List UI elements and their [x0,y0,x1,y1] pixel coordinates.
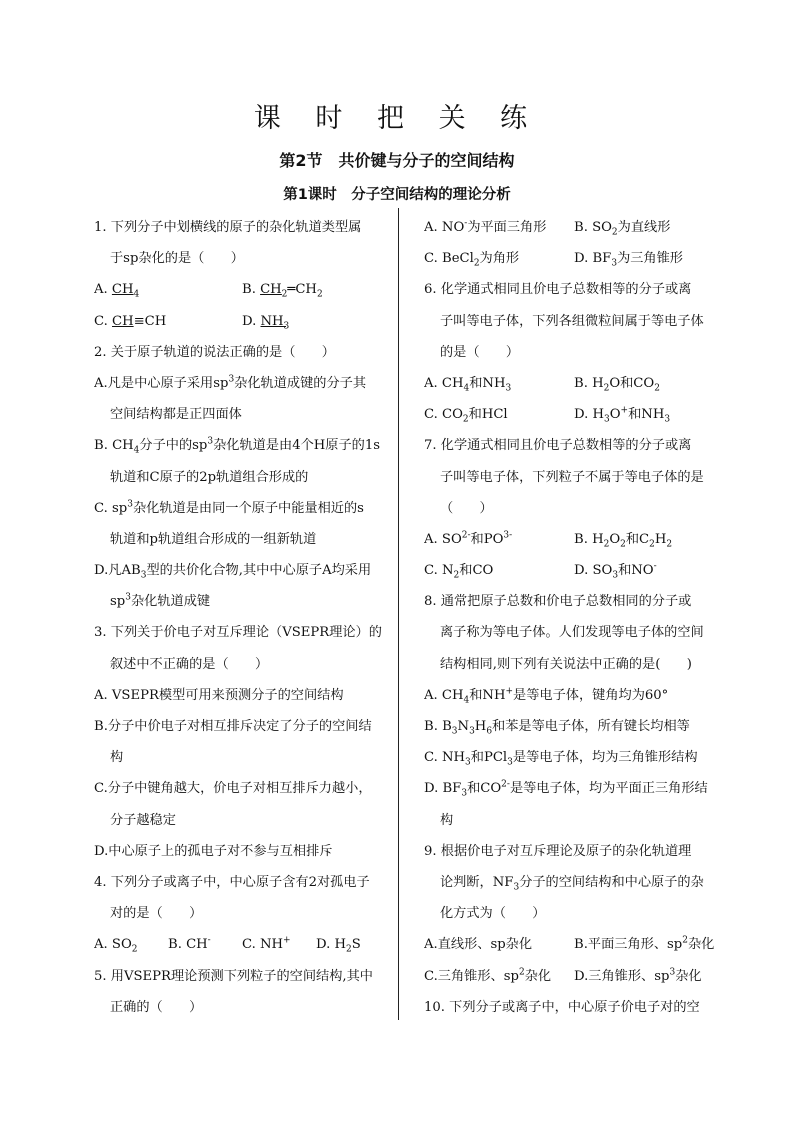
option-d[interactable]: D. $BF_3$为三角锥形 [574,251,683,269]
option-b[interactable]: B. $H_2O$和$CO_2$ [574,375,660,394]
right-column [424,212,724,1023]
question-5-options-cd [424,243,724,274]
option-b[interactable]: B. $CH_2═CH_2$ [242,282,323,301]
option-d[interactable]: D.三角锥形、$sp^3$杂化 [574,967,702,984]
option-b[interactable]: B. $B_3N_3H_6$和苯是等电子体，所有键长均相等 [424,719,690,737]
option-c[interactable]: C. $NH_3$和PCl$_3$是等电子体，均为三角锥形结构 [424,750,698,768]
question-4-options [94,929,390,960]
column-divider [398,208,399,1020]
question-8-stem-cont: 离子称为等电子体。人们发现等电子体的空间 [440,625,704,641]
question-9-options-cd [424,961,724,992]
option-c[interactable]: C. $N_2$和CO [424,563,494,581]
question-9-stem: 9. 根据价电子对互斥理论及原子的杂化轨道理 [424,843,692,859]
option-c[interactable]: C. BeCl$_2$为角形 [424,251,520,269]
question-9-stem-cont: 论判断，$NF_3$分子的空间结构和中心原子的杂 [440,874,704,893]
question-7-stem: 7. 化学通式相同且价电子总数相等的分子或离 [424,438,692,454]
option-c[interactable]: C. CH≡CH [94,313,167,329]
question-4-stem: 4. 下列分子或离子中，中心原子含有2对孤电子 [94,874,370,890]
question-7-options-cd [424,555,724,586]
option-b[interactable]: B. $H_2O_2$和$C_2H_2$ [574,531,673,550]
question-3-stem: 3. 下列关于价电子对互斥理论（VSEPR理论）的 [94,625,382,641]
question-5-stem-cont: 正确的（ ） [110,999,203,1015]
option-d[interactable]: D. $H_3O^+$和$NH_3$ [574,405,671,425]
option-a[interactable]: A. $CH_4$ [94,282,140,301]
option-a[interactable]: A. NO-为平面三角形 [424,218,547,235]
left-column [94,212,390,1023]
question-2-stem: 2. 关于原子轨道的说法正确的是（ ） [94,344,335,360]
option-a-cont: 空间结构都是正四面体 [110,407,242,423]
option-d-cont: 构 [440,812,454,828]
question-10-stem: 10. 下列分子或离子中，中心原子价电子对的空 [424,999,700,1015]
option-b[interactable]: B.平面三角形、$sp^2$杂化 [574,935,715,953]
question-8-stem: 8. 通常把原子总数和价电子总数相同的分子或 [424,594,692,610]
question-7-options-ab [424,524,724,555]
option-b[interactable]: B. CH- [168,935,211,953]
question-3-stem-cont: 叙述中不正确的是（ ） [110,656,269,672]
question-5-stem: 5. 用VSEPR理论预测下列粒子的空间结构,其中 [94,968,373,984]
option-c[interactable]: C.分子中键角越大，价电子对相互排斥力越小， [94,781,372,797]
option-b-cont: 构 [110,750,124,766]
option-d[interactable]: D. $BF_3$和$CO^{2-}$是等电子体，均为平面正三角形结 [424,779,708,800]
question-8-stem-cont: 结构相同,则下列有关说法中正确的是( ) [440,656,692,672]
question-1-options-cd [94,306,390,337]
question-6-stem: 6. 化学通式相同且价电子总数相等的分子或离 [424,282,692,298]
question-7-stem-cont: （ ） [440,500,493,516]
question-1-stem-cont: 于sp杂化的是（ ） [110,251,244,267]
option-d[interactable]: D.中心原子上的孤电子对不参与互相排斥 [94,843,333,859]
option-a[interactable]: A.凡是中心原子采用$sp^3$杂化轨道成键的分子其 [94,374,367,391]
question-5-options-ab [424,212,724,243]
question-1-options-ab [94,274,390,305]
page-title: 课 时 把 关 练 [253,103,541,134]
lesson-heading: 第1课时 分子空间结构的理论分析 [283,187,511,203]
option-d[interactable]: D. $SO_3$和NO- [574,561,657,581]
option-d[interactable]: D. $NH_3$ [242,313,290,332]
option-d-cont: $sp^3$杂化轨道成键 [110,592,211,610]
option-c[interactable]: C. $CO_2$和HCl [424,407,508,425]
question-6-stem-cont: 子叫等电子体，下列各组微粒间属于等电子体 [440,313,704,329]
question-9-stem-cont: 化方式为（ ） [440,906,546,922]
question-6-stem-cont: 的是（ ） [440,344,520,360]
option-a[interactable]: A. $SO_2$ [94,937,138,955]
question-6-options-ab [424,368,724,399]
option-b[interactable]: B. $CH_4$分子中的$sp^3$杂化轨道是由4个H原子的1s [94,436,381,456]
option-c-cont: 轨道和p轨道组合形成的一组新轨道 [110,531,317,547]
question-7-stem-cont: 子叫等电子体，下列粒子不属于等电子体的是 [440,469,704,485]
option-d[interactable]: D. $H_2S$ [316,937,361,955]
option-c-cont: 分子越稳定 [110,812,176,828]
option-a[interactable]: A. VSEPR模型可用来预测分子的空间结构 [94,687,344,703]
option-c[interactable]: C.三角锥形、$sp^2$杂化 [424,967,552,984]
option-a[interactable]: A. $CH_4$和NH+是等电子体，键角均为60° [424,686,669,706]
section-heading: 第2节 共价键与分子的空间结构 [279,151,515,170]
option-b[interactable]: B. $SO_2$为直线形 [574,220,671,238]
option-a[interactable]: A. $CH_4$和$NH_3$ [424,375,512,394]
option-c[interactable]: C. $sp^3$杂化轨道是由同一个原子中能量相近的s [94,499,364,516]
question-1-stem: 1. 下列分子中划横线的原子的杂化轨道类型属 [94,220,362,235]
option-d[interactable]: D.凡$AB_3$型的共价化合物,其中中心原子A均采用 [94,563,372,581]
question-4-stem-cont: 对的是（ ） [110,906,203,922]
question-6-options-cd [424,399,724,430]
option-b[interactable]: B.分子中价电子对相互排斥决定了分子的空间结 [94,719,372,734]
option-a[interactable]: A.直线形、sp杂化 [424,937,533,953]
option-b-cont: 轨道和C原子的2p轨道组合形成的 [110,469,309,485]
option-c[interactable]: C. NH+ [242,935,291,953]
option-a[interactable]: A. $SO^{2-}$和$PO^{3-}$ [424,530,513,547]
question-9-options-ab [424,929,724,960]
